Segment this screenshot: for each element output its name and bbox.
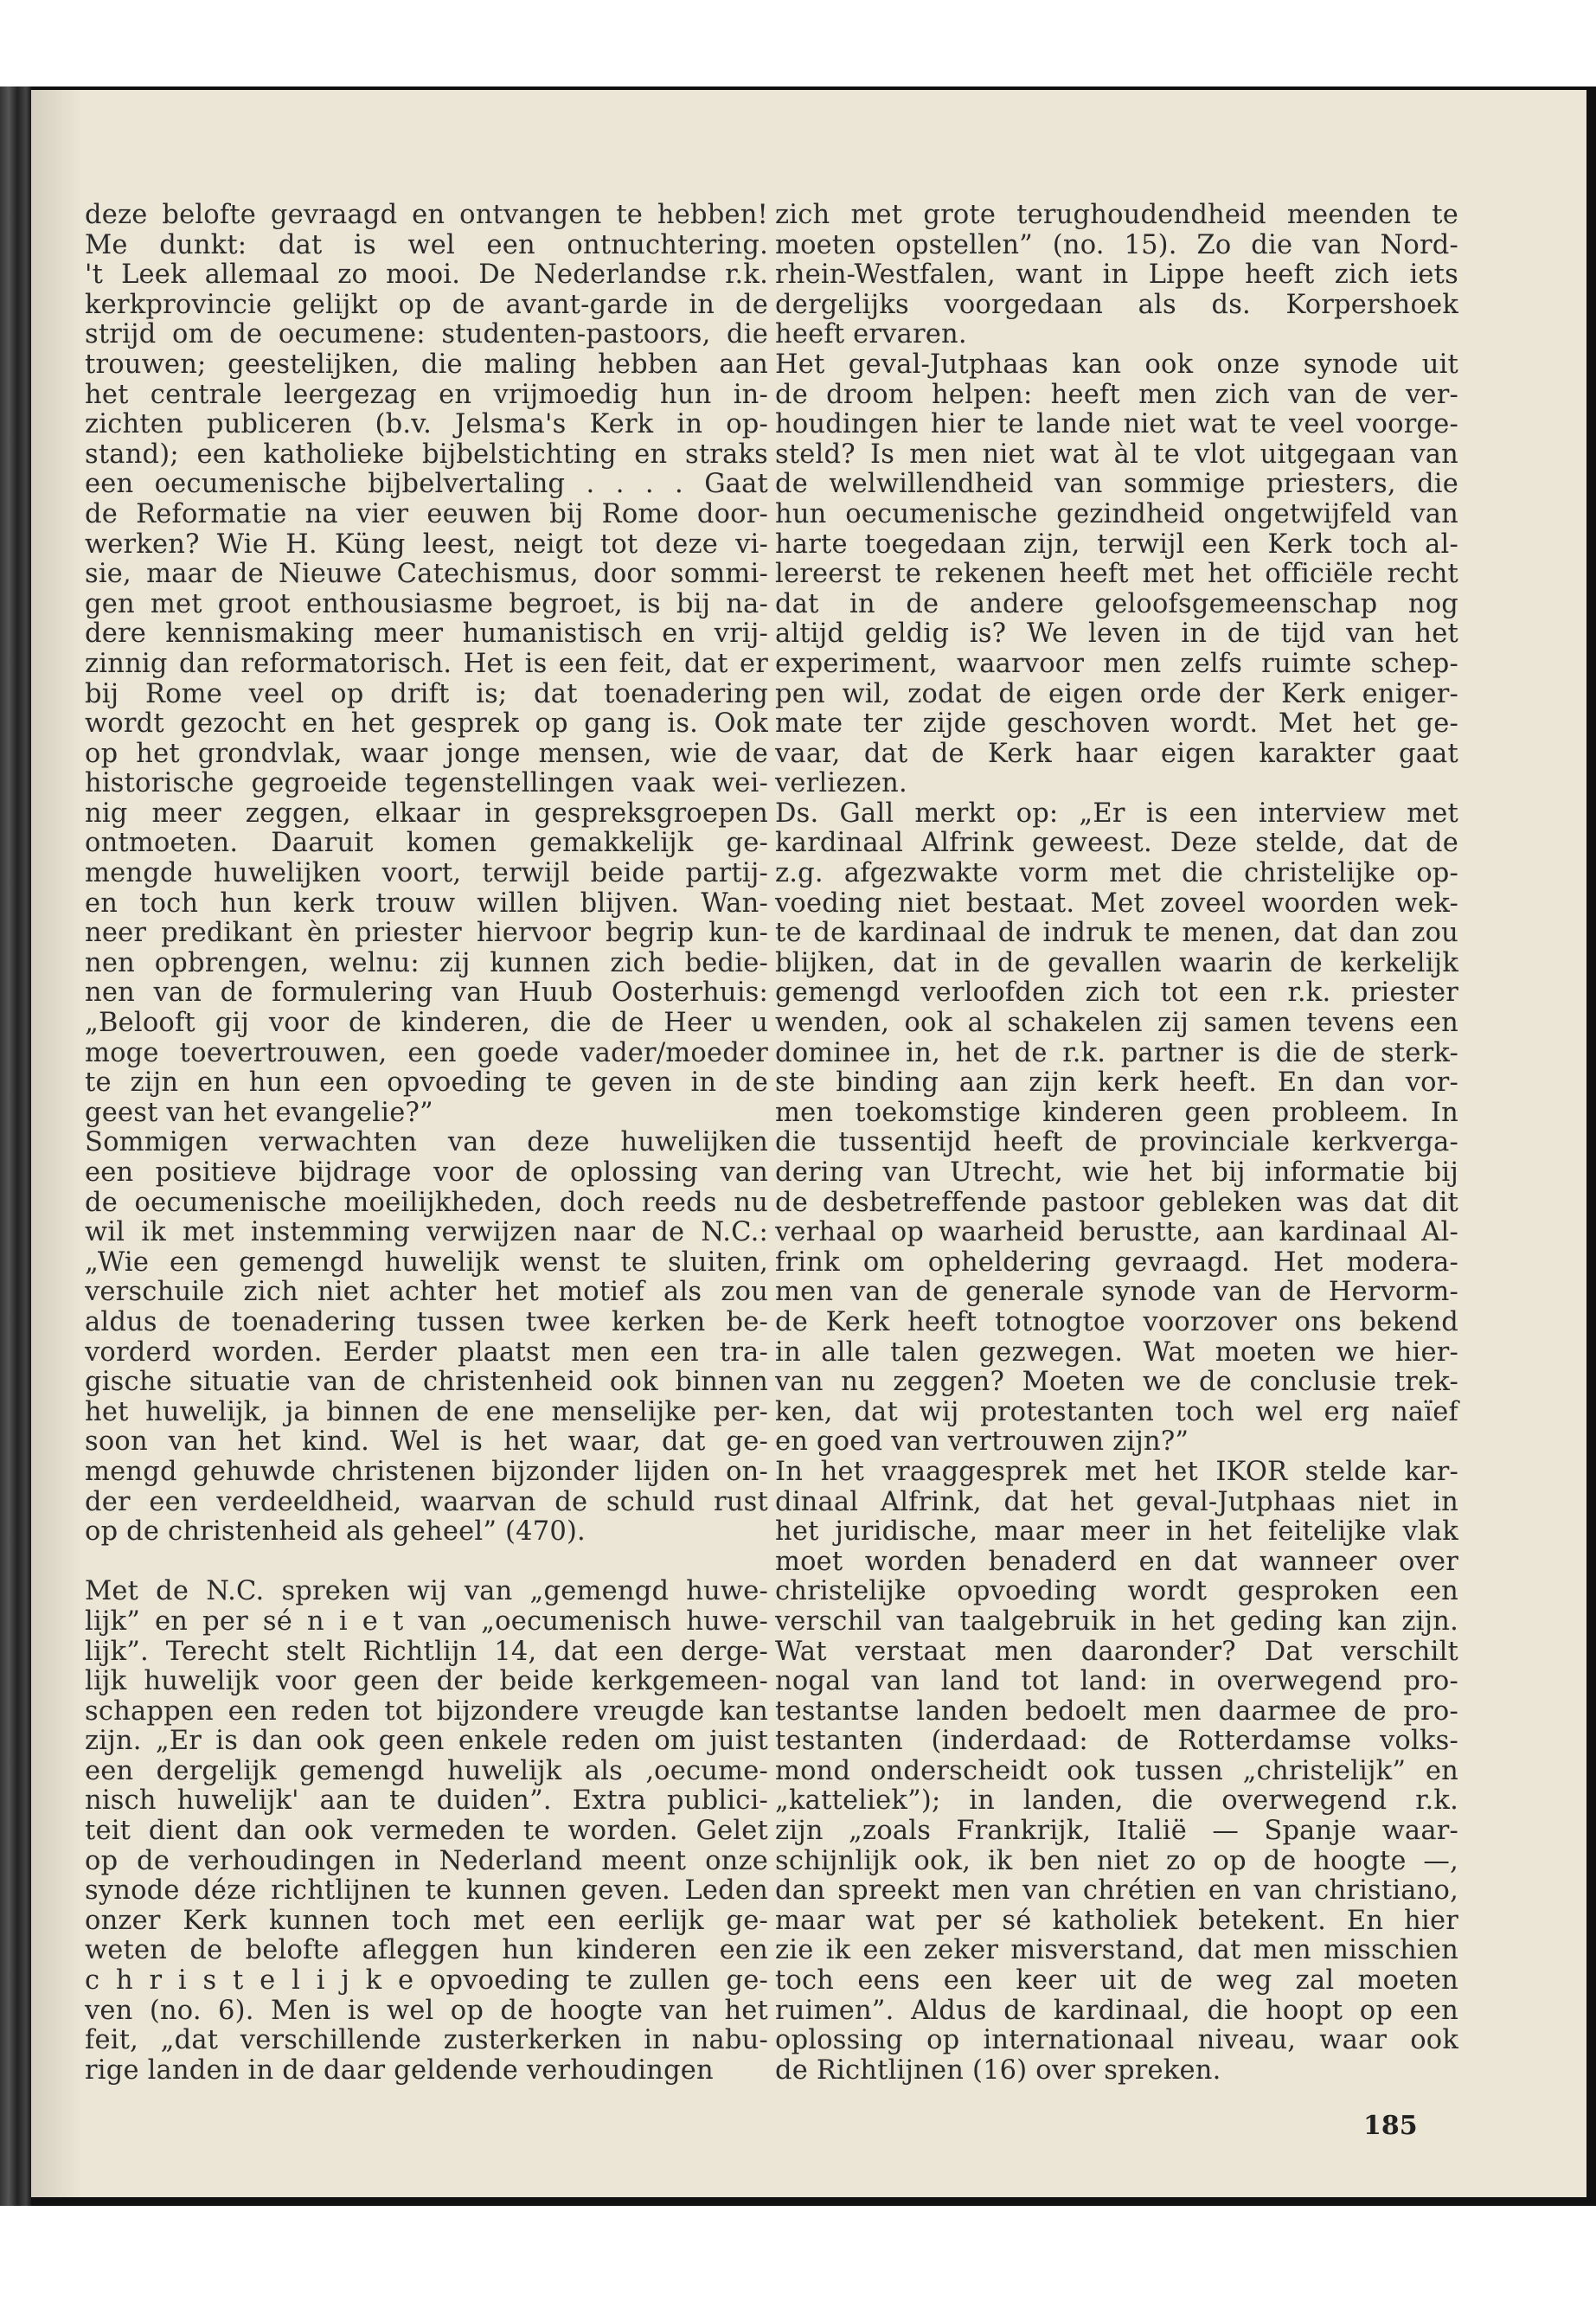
text-line: in alle talen gezwegen. Wat moeten we hier-: [775, 1336, 1458, 1368]
text-line: wordt gezocht en het gesprek op gang is. Ook: [85, 708, 768, 740]
text-line: zichten publiceren (b.v. Jelsma's Kerk in op-: [85, 409, 768, 440]
text-line: op de christenheid als geheel” (470).: [85, 1516, 586, 1548]
text-line: een positieve bijdrage voor de oplossing van: [85, 1157, 768, 1188]
text-line: Het geval-Jutphaas kan ook onze synode uit: [775, 349, 1458, 380]
text-line: kerkprovincie gelijkt op de avant-garde in de: [85, 289, 768, 320]
text-line: de oecumenische moeilijkheden, doch reeds nu: [85, 1187, 768, 1218]
text-line: men toekomstige kinderen geen probleem. In: [775, 1097, 1458, 1128]
text-line: sie, maar de Nieuwe Catechismus, door sommi-: [85, 559, 768, 590]
text-line: rhein-Westfalen, want in Lippe heeft zich iets: [775, 260, 1458, 291]
text-line: het juridische, maar meer in het feitelijke vlak: [775, 1516, 1458, 1548]
text-line: de desbetreffende pastoor gebleken was dat dit: [775, 1187, 1458, 1218]
text-line: vaar, dat de Kerk haar eigen karakter gaat: [775, 738, 1458, 769]
text-line: bij Rome veel op drift is; dat toenadering: [85, 678, 768, 709]
paragraph-gap: [85, 1548, 768, 1578]
text-line: testanten (inderdaad: de Rotterdamse volks-: [775, 1726, 1458, 1757]
text-line: aldus de toenadering tussen twee kerken be-: [85, 1306, 768, 1337]
text-line: weten de belofte afleggen hun kinderen een: [85, 1935, 768, 1966]
text-line: van nu zeggen? Moeten we de conclusie trek-: [775, 1367, 1458, 1398]
text-line: strijd om de oecumene: studenten-pastoors, die: [85, 319, 768, 350]
text-line: „Belooft gij voor de kinderen, die de Heer u: [85, 1008, 768, 1039]
text-line: stand); een katholieke bijbelstichting en straks: [85, 439, 768, 470]
text-line: lijk”. Terecht stelt Richtlijn 14, dat een derge-: [85, 1636, 768, 1667]
text-line: de droom helpen: heeft men zich van de ver-: [775, 379, 1458, 410]
text-line: zinnig dan reformatorisch. Het is een feit, dat er: [85, 648, 768, 679]
text-line: een dergelijk gemengd huwelijk als ‚oecume-: [85, 1755, 768, 1786]
text-line: dinaal Alfrink, dat het geval-Jutphaas niet in: [775, 1486, 1458, 1517]
paragraph: [85, 1128, 768, 1547]
text-line: werken? Wie H. Küng leest, neigt tot deze vi-: [85, 529, 768, 560]
text-line: men van de generale synode van de Hervorm-: [775, 1277, 1458, 1308]
text-line: deze belofte gevraagd en ontvangen te hebben!: [85, 200, 768, 230]
left-text-column: [85, 201, 768, 2086]
text-line: lijk huwelijk voor geen der beide kerkgemeen-: [85, 1666, 768, 1697]
text-line: kardinaal Alfrink geweest. Deze stelde, dat de: [775, 828, 1458, 859]
text-line: schijnlijk ook, ik ben niet zo op de hoogte —,: [775, 1845, 1458, 1876]
paragraph: [775, 350, 1458, 799]
text-line: gische situatie van de christenheid ook binnen: [85, 1367, 768, 1398]
text-line: experiment, waarvoor men zelfs ruimte schep-: [775, 648, 1458, 679]
text-line: gemengd verloofden zich tot een r.k. priester: [775, 977, 1458, 1009]
text-line: te de kardinaal de indruk te menen, dat dan zou: [775, 918, 1458, 949]
text-line: christelijke opvoeding wordt gesproken een: [775, 1576, 1458, 1607]
text-line: verliezen.: [775, 768, 907, 799]
text-line: ven (no. 6). Men is wel op de hoogte van het: [85, 1995, 768, 2026]
text-line: hun oecumenische gezindheid ongetwijfeld van: [775, 498, 1458, 529]
text-line: de Reformatie na vier eeuwen bij Rome door-: [85, 498, 768, 529]
text-line: c h r i s t e l i j k e opvoeding te zullen ge-: [85, 1965, 768, 1997]
text-line: soon van het kind. Wel is het waar, dat ge-: [85, 1426, 768, 1458]
text-line: dat in de andere geloofsgemeenschap nog: [775, 588, 1458, 619]
text-line: synode déze richtlijnen te kunnen geven. Leden: [85, 1875, 768, 1907]
text-line: gen met groot enthousiasme begroet, is bij na-: [85, 588, 768, 619]
page-number: 185: [1363, 2111, 1418, 2141]
text-line: nen van de formulering van Huub Oosterhuis:: [85, 977, 768, 1009]
text-line: die tussentijd heeft de provinciale kerkverga-: [775, 1127, 1458, 1158]
text-line: z.g. afgezwakte vorm met die christelijke op-: [775, 858, 1458, 889]
text-line: „Wie een gemengd huwelijk wenst te sluiten,: [85, 1247, 768, 1278]
text-line: testantse landen bedoelt men daarmee de pro-: [775, 1695, 1458, 1727]
text-line: wenden, ook al schakelen zij samen tevens een: [775, 1008, 1458, 1039]
paragraph: [775, 799, 1458, 1458]
text-line: zie ik een zeker misverstand, dat men misschien: [775, 1935, 1458, 1966]
text-line: moet worden benaderd en dat wanneer over: [775, 1546, 1458, 1577]
paragraph: [85, 201, 768, 1128]
text-line: de Kerk heeft totnogtoe voorzover ons bekend: [775, 1306, 1458, 1337]
text-line: houdingen hier te lande niet wat te veel voorge-: [775, 409, 1458, 440]
text-line: mate ter zijde geschoven wordt. Met het ge-: [775, 708, 1458, 740]
text-line: toch eens een keer uit de weg zal moeten: [775, 1965, 1458, 1997]
right-text-column: [775, 201, 1458, 2086]
text-line: ontmoeten. Daaruit komen gemakkelijk ge-: [85, 828, 768, 859]
text-line: oplossing op internationaal niveau, waar ook: [775, 2025, 1458, 2056]
paragraph: [775, 1458, 1458, 2086]
text-line: ruimen”. Aldus de kardinaal, die hoopt op een: [775, 1995, 1458, 2026]
text-line: dergelijks voorgedaan als ds. Korpershoek: [775, 289, 1458, 320]
text-line: mengde huwelijken voort, terwijl beide partij-: [85, 858, 768, 889]
text-line: heeft ervaren.: [775, 319, 967, 350]
text-line: lereerst te rekenen heeft met het officiële recht: [775, 559, 1458, 590]
text-line: moge toevertrouwen, een goede vader/moeder: [85, 1037, 768, 1068]
text-line: verhaal op waarheid berustte, aan kardinaal Al-: [775, 1217, 1458, 1248]
text-line: zijn. „Er is dan ook geen enkele reden om juist: [85, 1726, 768, 1757]
text-line: vorderd worden. Eerder plaatst men een tra-: [85, 1336, 768, 1368]
text-line: frink om opheldering gevraagd. Het modera-: [775, 1247, 1458, 1278]
text-line: nisch huwelijk' aan te duiden”. Extra publici-: [85, 1785, 768, 1817]
text-line: der een verdeeldheid, waarvan de schuld rust: [85, 1486, 768, 1517]
text-line: voeding niet bestaat. Met zoveel woorden wek-: [775, 888, 1458, 919]
text-line: In het vraaggesprek met het IKOR stelde kar-: [775, 1456, 1458, 1487]
text-line: het centrale leergezag en vrijmoedig hun in-: [85, 379, 768, 410]
text-line: schappen een reden tot bijzondere vreugde kan: [85, 1695, 768, 1727]
text-line: Ds. Gall merkt op: „Er is een interview met: [775, 798, 1458, 829]
text-line: onzer Kerk kunnen toch met een eerlijk ge-: [85, 1905, 768, 1936]
text-line: verschuile zich niet achter het motief als zou: [85, 1277, 768, 1308]
text-line: geest van het evangelie?”: [85, 1097, 433, 1128]
text-line: zijn „zoals Frankrijk, Italië — Spanje waar-: [775, 1816, 1458, 1847]
text-line: blijken, dat in de gevallen waarin de kerkelijk: [775, 947, 1458, 978]
text-line: steld? Is men niet wat àl te vlot uitgegaan van: [775, 439, 1458, 470]
paragraph: [775, 201, 1458, 350]
text-line: dere kennismaking meer humanistisch en vrij-: [85, 619, 768, 650]
text-line: dominee in, het de r.k. partner is die de sterk-: [775, 1037, 1458, 1068]
text-line: op het grondvlak, waar jonge mensen, wie de: [85, 738, 768, 769]
text-line: harte toegedaan zijn, terwijl een Kerk toch al-: [775, 529, 1458, 560]
text-line: dan spreekt men van chrétien en van christiano,: [775, 1875, 1458, 1907]
text-line: rige landen in de daar geldende verhoudingen: [85, 2054, 714, 2086]
text-line: verschil van taalgebruik in het geding kan zijn.: [775, 1606, 1458, 1637]
text-line: mengd gehuwde christenen bijzonder lijden on-: [85, 1456, 768, 1487]
text-line: de Richtlijnen (16) over spreken.: [775, 2054, 1221, 2086]
text-line: altijd geldig is? We leven in de tijd van het: [775, 619, 1458, 650]
text-line: en toch hun kerk trouw willen blijven. Wan-: [85, 888, 768, 919]
text-line: pen wil, zodat de eigen orde der Kerk eniger-: [775, 678, 1458, 709]
text-line: dering van Utrecht, wie het bij informatie bij: [775, 1157, 1458, 1188]
text-line: teit dient dan ook vermeden te worden. Gelet: [85, 1816, 768, 1847]
text-line: een oecumenische bijbelvertaling . . . . Gaat: [85, 469, 768, 500]
text-line: op de verhoudingen in Nederland meent onze: [85, 1845, 768, 1876]
text-line: trouwen; geestelijken, die maling hebben aan: [85, 349, 768, 380]
text-line: nen opbrengen, welnu: zij kunnen zich bedie-: [85, 947, 768, 978]
text-line: nig meer zeggen, elkaar in gespreksgroepen: [85, 798, 768, 829]
text-line: neer predikant èn priester hiervoor begrip kun-: [85, 918, 768, 949]
paragraph: [85, 1577, 768, 2086]
text-line: lijk” en per sé n i e t van „oecumenisch huwe-: [85, 1606, 768, 1637]
text-line: zich met grote terughoudendheid meenden te: [775, 200, 1458, 230]
text-line: Met de N.C. spreken wij van „gemengd huwe-: [85, 1576, 768, 1607]
text-line: en goed van vertrouwen zijn?”: [775, 1426, 1189, 1458]
text-line: feit, „dat verschillende zusterkerken in nabu-: [85, 2025, 768, 2056]
text-line: het huwelijk, ja binnen de ene menselijke per-: [85, 1396, 768, 1427]
text-line: ste binding aan zijn kerk heeft. En dan vor-: [775, 1067, 1458, 1099]
book-spine-edge: [0, 87, 31, 2206]
text-line: Me dunkt: dat is wel een ontnuchtering.: [85, 229, 768, 260]
book-page: [31, 90, 1586, 2197]
text-line: historische gegroeide tegenstellingen vaak wei-: [85, 768, 768, 799]
text-line: mond onderscheidt ook tussen „christelijk” en: [775, 1755, 1458, 1786]
text-line: te zijn en hun een opvoeding te geven in de: [85, 1067, 768, 1099]
text-line: 't Leek allemaal zo mooi. De Nederlandse r.k.: [85, 260, 768, 291]
text-line: ken, dat wij protestanten toch wel erg naïef: [775, 1396, 1458, 1427]
text-line: moeten opstellen” (no. 15). Zo die van Nord-: [775, 229, 1458, 260]
text-line: maar wat per sé katholiek betekent. En hier: [775, 1905, 1458, 1936]
text-line: Wat verstaat men daaronder? Dat verschilt: [775, 1636, 1458, 1667]
text-line: nogal van land tot land: in overwegend pro-: [775, 1666, 1458, 1697]
text-line: Sommigen verwachten van deze huwelijken: [85, 1127, 768, 1158]
text-line: „katteliek”); in landen, die overwegend r.k.: [775, 1785, 1458, 1817]
text-line: wil ik met instemming verwijzen naar de N.C.:: [85, 1217, 768, 1248]
text-line: de welwillendheid van sommige priesters, die: [775, 469, 1458, 500]
